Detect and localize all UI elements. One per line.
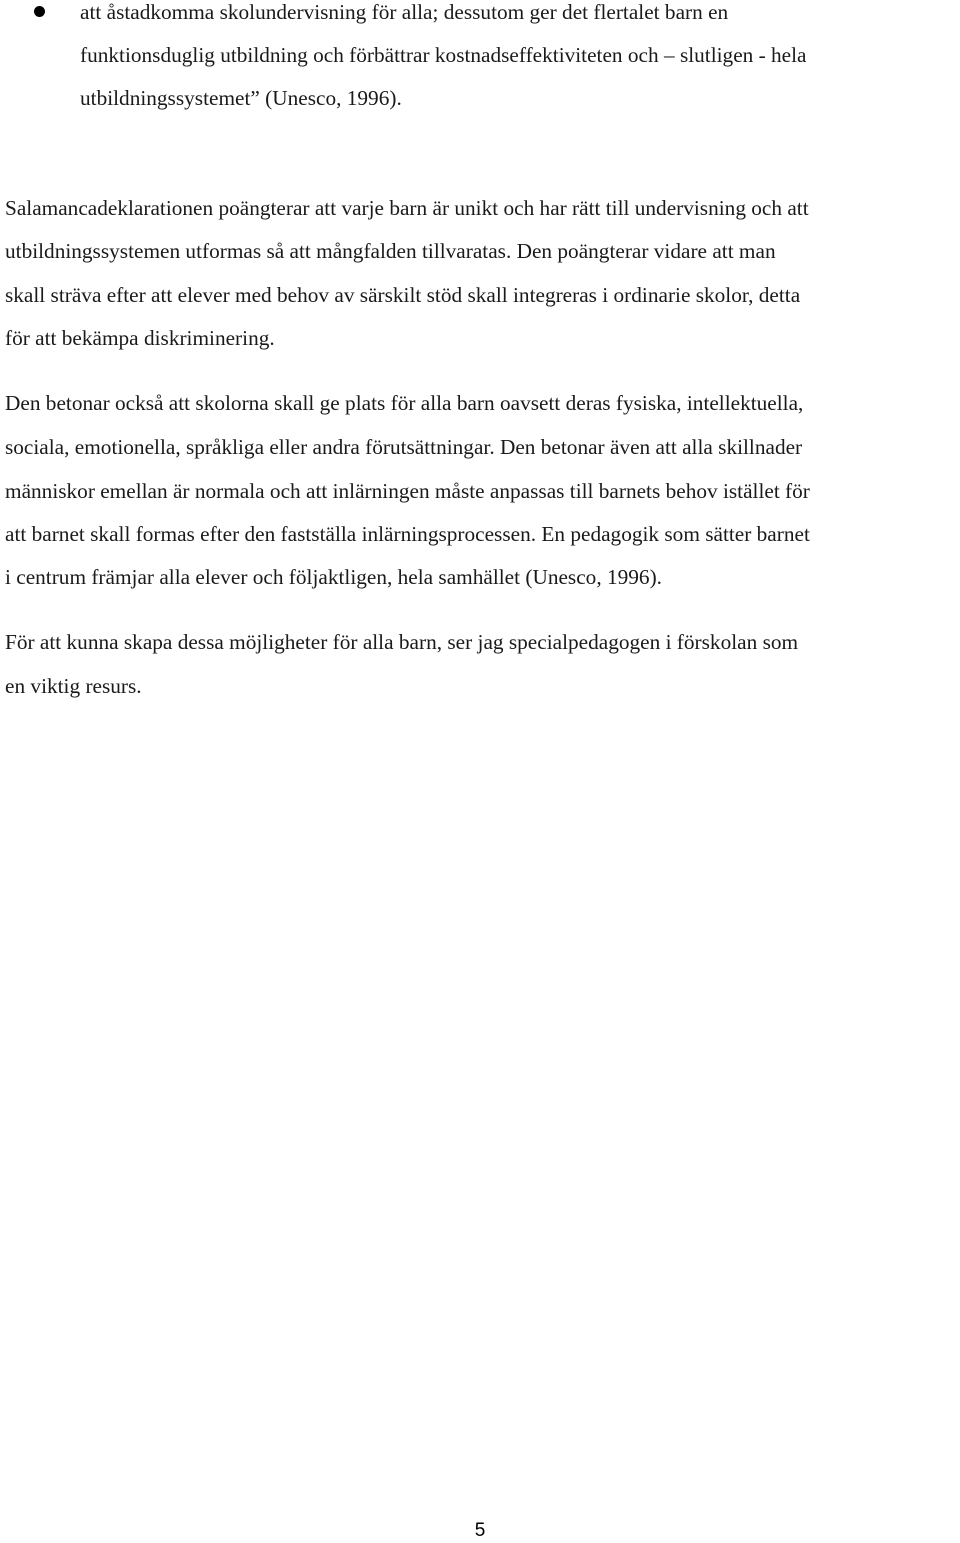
- paragraph-line: Salamancadeklarationen poängterar att varje barn är unikt och har rätt till undervisning och att: [5, 196, 809, 220]
- bullet-icon: [34, 6, 45, 17]
- paragraph-line: utbildningssystemen utformas så att mångfalden tillvaratas. Den poängterar vidare att man: [5, 239, 776, 263]
- paragraph-line: att barnet skall formas efter den fastställa inlärningsprocessen. En pedagogik som sätter barnet: [5, 522, 810, 546]
- paragraph-line: För att kunna skapa dessa möjligheter för alla barn, ser jag specialpedagogen i förskolan som: [5, 630, 799, 654]
- bullet-text-line: att åstadkomma skolundervisning för alla; dessutom ger det flertalet barn en: [80, 0, 729, 24]
- bullet-text-line: utbildningssystemet” (Unesco, 1996).: [80, 86, 402, 110]
- paragraph-line: för att bekämpa diskriminering.: [5, 326, 275, 350]
- paragraph-line: Den betonar också att skolorna skall ge plats för alla barn oavsett deras fysiska, intellektuella,: [5, 391, 804, 415]
- paragraph-line: sociala, emotionella, språkliga eller andra förutsättningar. Den betonar även att alla skillnader: [5, 435, 803, 459]
- paragraph-line: människor emellan är normala och att inlärningen måste anpassas till barnets behov istället för: [5, 479, 810, 503]
- bullet-text-line: funktionsduglig utbildning och förbättrar kostnadseffektiviteten och – slutligen - hela: [80, 43, 807, 67]
- paragraph-line: i centrum främjar alla elever och följaktligen, hela samhället (Unesco, 1996).: [5, 565, 662, 589]
- paragraph-line: skall sträva efter att elever med behov av särskilt stöd skall integreras i ordinarie skolor, detta: [5, 283, 801, 307]
- page-number: 5: [474, 1520, 486, 1541]
- paragraph-line: en viktig resurs.: [5, 674, 142, 698]
